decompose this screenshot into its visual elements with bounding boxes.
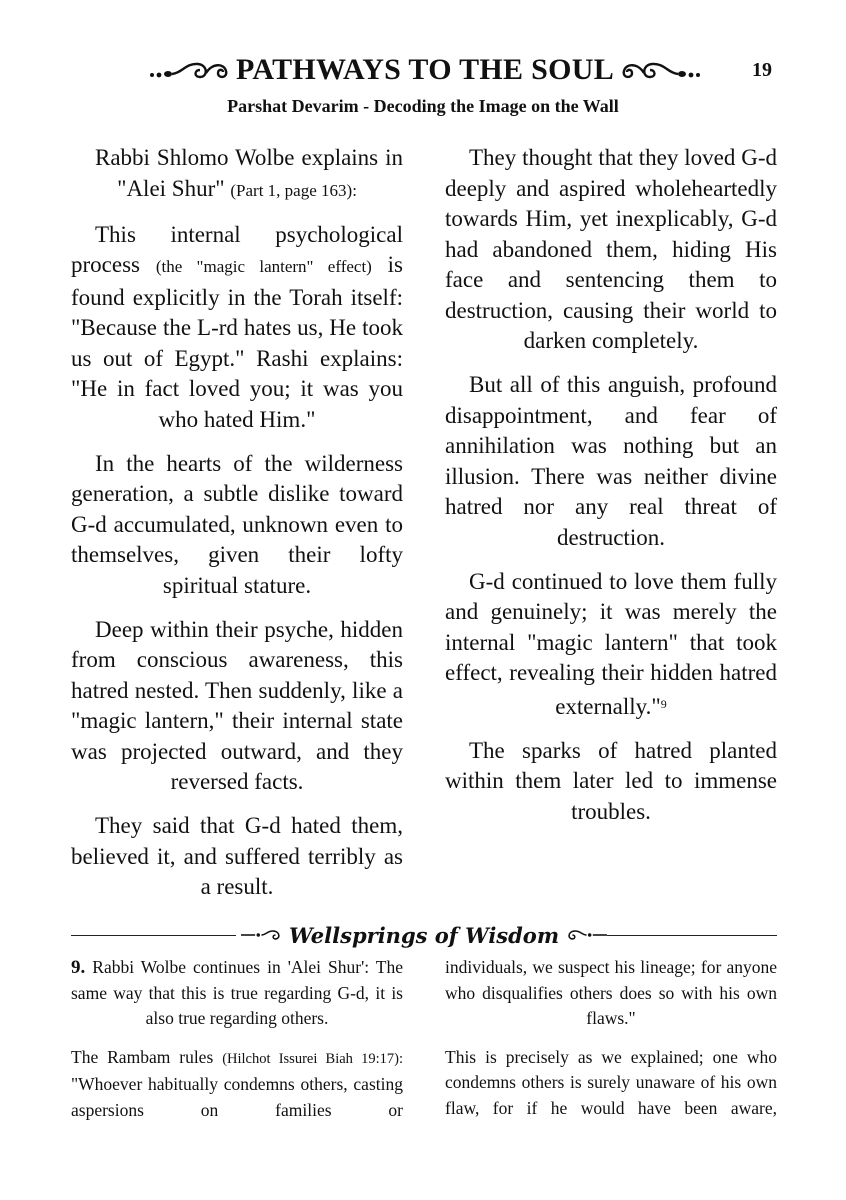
paragraph-text: is found explicitly in the Torah itself: "Because the L-rd hates us, He took us out of Egypt." Rashi explains: "He in fact loved you; it was you who hated Him." (71, 252, 404, 432)
divider-label: Wellsprings of Wisdom (288, 922, 560, 948)
footnote-text: "Whoever habitually condemns others, casting aspersions on families or (71, 1074, 403, 1120)
footnote-paragraph: individuals, we suspect his lineage; for anyone who disqualifies others does so with his own flaws." (445, 957, 777, 1028)
page-title: PATHWAYS TO THE SOUL (235, 53, 615, 86)
footnote-right-column (445, 955, 777, 1134)
footnote-paragraph (71, 1045, 403, 1124)
paragraph-text: Rabbi Shlomo Wolbe explains in "Alei Shur" (95, 145, 403, 201)
page-number: 19 (752, 59, 772, 81)
parenthetical-note: (the "magic lantern" effect) (155, 257, 372, 276)
paragraph: They said that G-d hated them, believed it, and suffered terribly as a result. (71, 813, 403, 899)
source-reference: (Hilchot Issurei Biah 19:17): (222, 1050, 403, 1067)
divider-line (71, 935, 236, 936)
footnote-paragraph: This is precisely as we explained; one who condemns others is surely unaware of his own flaw, for if he would have been aware, (445, 1046, 777, 1118)
paragraph: But all of this anguish, profound disappointment, and fear of annihilation was nothing but an illusion. There was neither divine hatred nor any real threat of destruction. (445, 372, 777, 550)
left-scroll-ornament-icon (148, 59, 230, 81)
source-reference: (Part 1, page 163): (230, 180, 357, 200)
footnote-left-column (71, 955, 403, 1136)
footnote-text: Rabbi Wolbe continues in 'Alei Shur': The same way that this is true regarding G-d, it is also true regarding others. (71, 957, 403, 1028)
right-column (445, 143, 777, 841)
paragraph: Deep within their psyche, hidden from conscious awareness, this hatred nested. Then suddenly, like a "magic lantern," their internal state was projected outward, and they reversed facts. (71, 616, 403, 794)
paragraph (71, 220, 403, 436)
paragraph (71, 143, 403, 206)
right-flourish-icon (563, 927, 607, 943)
paragraph: The sparks of hatred planted within them later led to immense troubles. (445, 737, 777, 824)
divider-center (241, 918, 607, 952)
footnote-text: The Rambam rules (71, 1046, 214, 1067)
right-scroll-ornament-icon (620, 59, 702, 81)
footnote-divider (71, 918, 777, 952)
page-subtitle: Parshat Devarim - Decoding the Image on the Wall (227, 96, 619, 116)
paragraph: In the hearts of the wilderness generation, a subtle dislike toward G-d accumulated, unknown even to themselves, given their lofty spiritual stature. (71, 450, 403, 598)
divider-line (607, 935, 777, 936)
left-flourish-icon (241, 927, 285, 943)
paragraph-text: This internal psychological process (71, 221, 403, 277)
footnote-reference: 9 (660, 696, 667, 711)
footnote-paragraph (71, 955, 403, 1032)
paragraph-text: G-d continued to love them fully and genuinely; it was merely the internal "magic lantern" that took effect, revealing their hidden hatred externally." (445, 568, 777, 719)
paragraph: They thought that they loved G-d deeply and aspired wholeheartedly towards Him, yet inexplicably, G-d had abandoned them, hiding His face and sentencing them to destruction, causing their world to darken completely. (445, 145, 777, 353)
footnote-number: 9. (71, 957, 86, 978)
left-column (71, 143, 403, 916)
title-row (130, 50, 720, 90)
paragraph (445, 567, 777, 723)
